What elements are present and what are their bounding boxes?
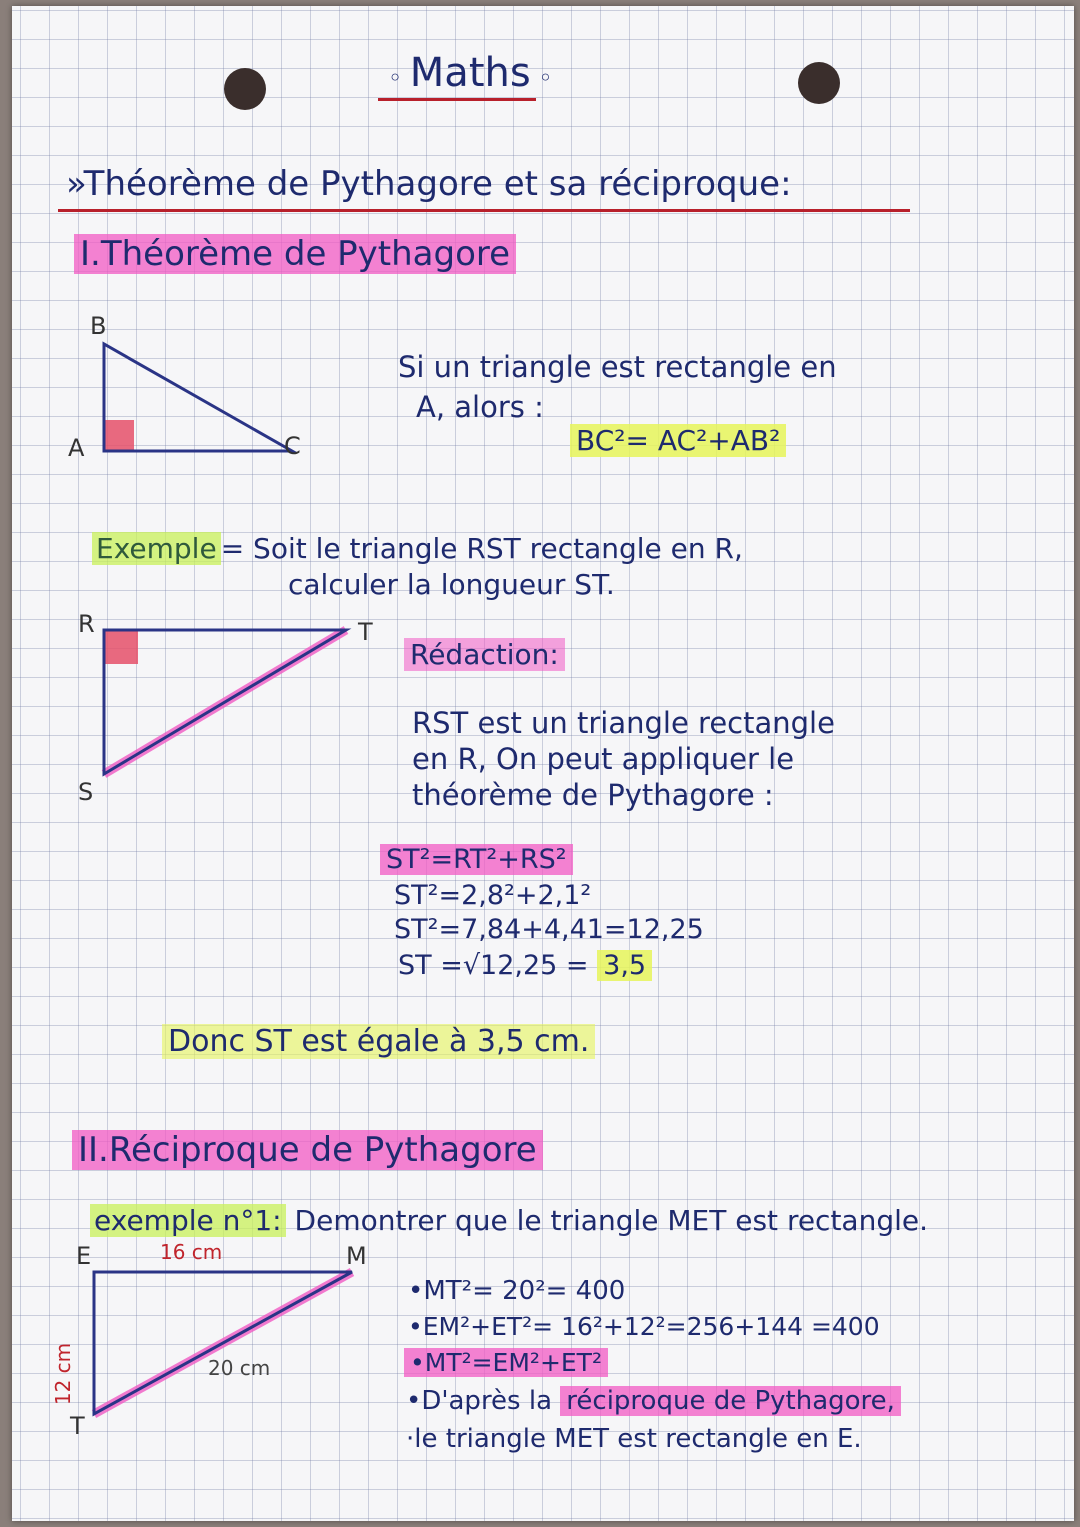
- section1-title: I.Théorème de Pythagore: [74, 234, 516, 274]
- example2-text: Demontrer que le triangle MET est rectangle.: [294, 1204, 929, 1237]
- binder-hole-left: [224, 68, 266, 110]
- calc-result: 3,5: [597, 950, 652, 981]
- proof-line4: [406, 1386, 901, 1416]
- proof-line2: •EM²+ET²= 16²+12²=256+144 =400: [408, 1312, 880, 1341]
- example2-label: exemple n°1:: [90, 1204, 286, 1237]
- example1-line1: = Soit le triangle RST rectangle en R,: [220, 532, 743, 565]
- redaction-line1: RST est un triangle rectangle: [412, 706, 835, 740]
- redaction-line2: en R, On peut appliquer le: [412, 742, 795, 776]
- example1-label-row: [92, 532, 743, 565]
- subject-title: ◦ Maths ◦: [388, 50, 553, 96]
- proof-line4-highlight: réciproque de Pythagore,: [560, 1386, 901, 1416]
- vertex-label-m: M: [346, 1242, 367, 1270]
- main-title-underline: [58, 209, 910, 212]
- vertex-label-a: A: [68, 434, 85, 462]
- right-angle-marker-a: [104, 420, 134, 450]
- vertex-label-r: R: [78, 610, 95, 638]
- binder-hole-right: [798, 62, 840, 104]
- dimension-et: 12 cm: [51, 1342, 76, 1406]
- vertex-label-b: B: [90, 312, 107, 340]
- calc-line3: ST²=7,84+4,41=12,25: [394, 914, 704, 945]
- dimension-mt: 20 cm: [208, 1356, 271, 1380]
- pythagoras-formula: BC²= AC²+AB²: [570, 424, 786, 457]
- notebook-page: [12, 6, 1074, 1521]
- subject-underline: [378, 98, 536, 101]
- vertex-label-c: C: [284, 432, 301, 460]
- calc-line2: ST²=2,8²+2,1²: [394, 880, 592, 911]
- proof-line3: •MT²=EM²+ET²: [404, 1348, 608, 1377]
- subject-title-text: Maths: [409, 50, 531, 96]
- triangle-met: [62, 1256, 392, 1446]
- calc-line1: ST²=RT²+RS²: [380, 844, 573, 875]
- statement-line2: A, alors :: [416, 390, 544, 424]
- dimension-em: 16 cm: [160, 1240, 223, 1264]
- section2-title: II.Réciproque de Pythagore: [72, 1130, 543, 1170]
- vertex-label-t: T: [358, 618, 373, 646]
- statement-line1: Si un triangle est rectangle en: [398, 350, 837, 384]
- proof-line5: ·le triangle MET est rectangle en E.: [406, 1424, 862, 1454]
- triangle-met-outline: [94, 1272, 352, 1414]
- proof-line4-prefix: •D'après la: [406, 1386, 553, 1416]
- calc-line4-prefix: ST =√12,25 =: [398, 950, 589, 981]
- main-title: »Théorème de Pythagore et sa réciproque:: [66, 164, 792, 204]
- redaction-label: Rédaction:: [404, 638, 565, 671]
- conclusion: Donc ST est égale à 3,5 cm.: [162, 1024, 595, 1059]
- vertex-label-s: S: [78, 778, 94, 806]
- triangle-rst: [62, 606, 392, 806]
- right-angle-marker-r: [104, 630, 138, 664]
- example2-row: [90, 1204, 928, 1237]
- triangle-rst-outline: [104, 630, 346, 774]
- calc-line4: [398, 950, 652, 981]
- redaction-line3: théorème de Pythagore :: [412, 778, 774, 812]
- proof-line1: •MT²= 20²= 400: [408, 1276, 626, 1306]
- example1-line2: calculer la longueur ST.: [288, 568, 615, 601]
- vertex-label-e: E: [76, 1242, 92, 1270]
- vertex-label-t2: T: [70, 1412, 85, 1440]
- example1-label: Exemple: [92, 532, 221, 565]
